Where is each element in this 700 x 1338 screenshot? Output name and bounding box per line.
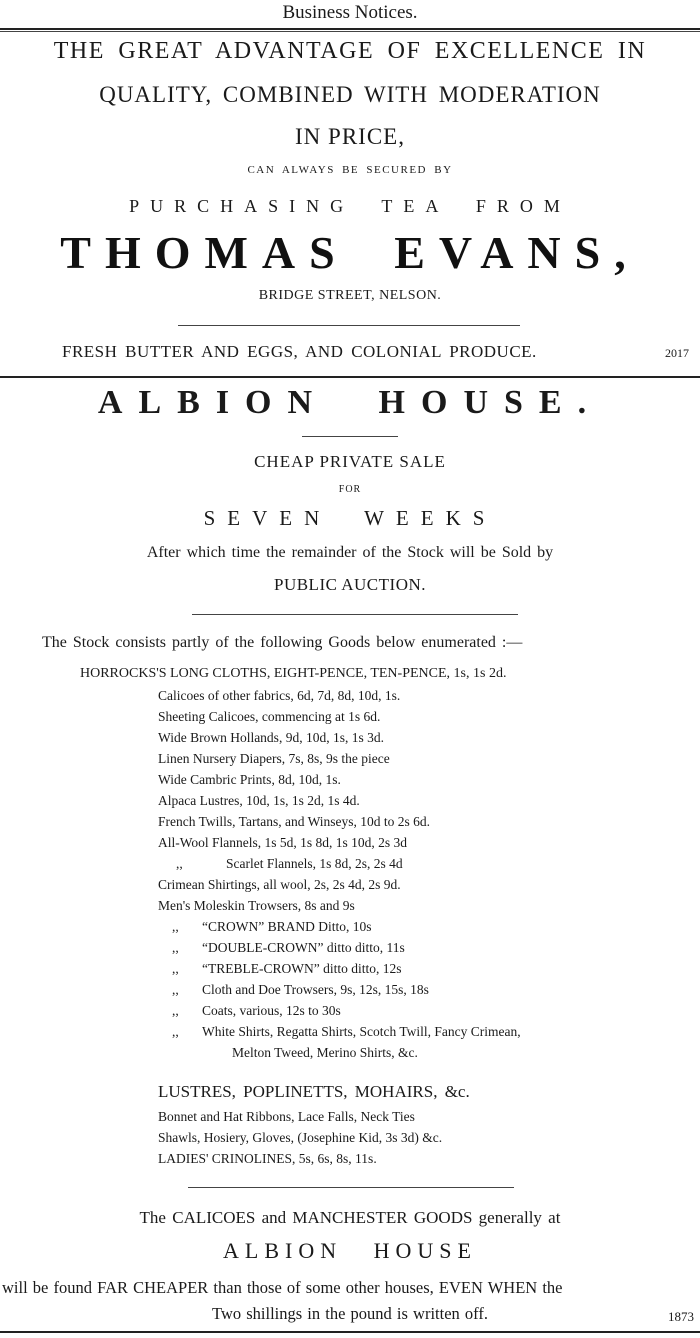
ad1-headline-3: IN PRICE,	[295, 124, 405, 149]
ad1-headline-1: THE GREAT ADVANTAGE OF EXCELLENCE IN	[53, 38, 647, 64]
closing-line-3: will be found FAR CHEAPER than those of some other houses, EVEN WHEN the	[2, 1278, 563, 1297]
ad2-title: ALBION HOUSE.	[97, 384, 603, 421]
list-item: Sheeting Calicoes, commencing at 1s 6d.	[158, 709, 381, 724]
list-item-text: “CROWN” BRAND Ditto, 10s	[202, 919, 372, 934]
stock-list	[158, 685, 521, 1063]
stock-intro: The Stock consists partly of the following Goods below enumerated :—	[42, 634, 523, 651]
list-item	[158, 979, 521, 1000]
closing-albion: ALBION HOUSE	[223, 1238, 477, 1263]
ditto-mark: ,,	[172, 940, 179, 955]
list-item	[158, 1000, 521, 1021]
stock-list-2	[158, 1106, 442, 1169]
bottom-rule	[0, 1331, 700, 1333]
header-rule-2	[0, 31, 700, 32]
ad1-headline-2: QUALITY, COMBINED WITH MODERATION	[99, 82, 601, 107]
list-item-text: Cloth and Doe Trowsers, 9s, 12s, 15s, 18s	[202, 982, 429, 997]
header-rule	[0, 28, 700, 30]
list-item: Wide Cambric Prints, 8d, 10d, 1s.	[158, 772, 341, 787]
list-item	[158, 958, 521, 979]
list-item: Wide Brown Hollands, 9d, 10d, 1s, 1s 3d.	[158, 730, 384, 745]
ad2-divider-1	[192, 614, 518, 615]
sale-line-3: SEVEN WEEKS	[203, 506, 497, 530]
ad1-divider	[178, 325, 520, 326]
list-item-text: “TREBLE-CROWN” ditto ditto, 12s	[202, 961, 402, 976]
list-item: All-Wool Flannels, 1s 5d, 1s 8d, 1s 10d, 2s 3d	[158, 835, 408, 850]
list-item-text: White Shirts, Regatta Shirts, Scotch Twill, Fancy Crimean,	[202, 1024, 521, 1039]
list-item-text: Coats, various, 12s to 30s	[202, 1003, 341, 1018]
ad1-subline: CAN ALWAYS BE SECURED BY	[247, 164, 453, 176]
list-item-text: “DOUBLE-CROWN” ditto ditto, 11s	[202, 940, 405, 955]
ad2-title-rule	[302, 436, 398, 437]
sale-line-1: CHEAP PRIVATE SALE	[254, 452, 446, 471]
list-item: Alpaca Lustres, 10d, 1s, 1s 2d, 1s 4d.	[158, 793, 360, 808]
ad-separator	[0, 376, 700, 378]
section-heading: Business Notices.	[282, 2, 418, 23]
ditto-mark: ,,	[172, 961, 179, 976]
ditto-mark: ,,	[172, 982, 179, 997]
lustres-heading: LUSTRES, POPLINETTS, MOHAIRS, &c.	[158, 1082, 470, 1101]
sale-terms: After which time the remainder of the Stock will be Sold by	[146, 544, 554, 561]
list-item: Calicoes of other fabrics, 6d, 7d, 8d, 10d, 1s.	[158, 688, 401, 703]
list-item: French Twills, Tartans, and Winseys, 10d to 2s 6d.	[158, 814, 431, 829]
list-item-continuation: Melton Tweed, Merino Shirts, &c.	[232, 1045, 418, 1060]
list-item	[158, 853, 521, 874]
merchant-name: THOMAS EVANS,	[60, 227, 640, 278]
list-item	[158, 937, 521, 958]
ditto-mark: ,,	[172, 1024, 179, 1039]
stock-lead-item: HORROCKS'S LONG CLOTHS, EIGHT-PENCE, TEN-PENCE, 1s, 1s 2d.	[80, 666, 507, 681]
ad2-divider-2	[188, 1187, 514, 1188]
list-item: LADIES' CRINOLINES, 5s, 6s, 8s, 11s.	[158, 1151, 377, 1166]
closing-line-4: Two shillings in the pound is written off.	[212, 1304, 488, 1323]
list-item: Bonnet and Hat Ribbons, Lace Falls, Neck Ties	[158, 1109, 415, 1124]
list-item: Shawls, Hosiery, Gloves, (Josephine Kid, 3s 3d) &c.	[158, 1130, 443, 1145]
sale-line-2: FOR	[338, 484, 362, 495]
list-item	[158, 1021, 521, 1042]
ditto-mark: ,,	[172, 1003, 179, 1018]
auction-line: PUBLIC AUCTION.	[273, 575, 426, 594]
merchant-address: BRIDGE STREET, NELSON.	[258, 288, 442, 303]
list-item	[158, 916, 521, 937]
ad1-footer: FRESH BUTTER AND EGGS, AND COLONIAL PRODUCE.	[62, 342, 537, 361]
list-item: Linen Nursery Diapers, 7s, 8s, 9s the piece	[158, 751, 390, 766]
ditto-mark: ,,	[176, 856, 183, 871]
closing-line-1: The CALICOES and MANCHESTER GOODS generally at	[139, 1208, 561, 1227]
ditto-mark: ,,	[172, 919, 179, 934]
ad1-purchasing: PURCHASING TEA FROM	[129, 196, 571, 216]
list-item-text: Scarlet Flannels, 1s 8d, 2s, 2s 4d	[226, 856, 403, 871]
ad1-ref-number: 2017	[665, 346, 689, 360]
list-item: Crimean Shirtings, all wool, 2s, 2s 4d, 2s 9d.	[158, 877, 401, 892]
list-item: Men's Moleskin Trowsers, 8s and 9s	[158, 898, 355, 913]
ad2-ref-number: 1873	[668, 1309, 694, 1324]
